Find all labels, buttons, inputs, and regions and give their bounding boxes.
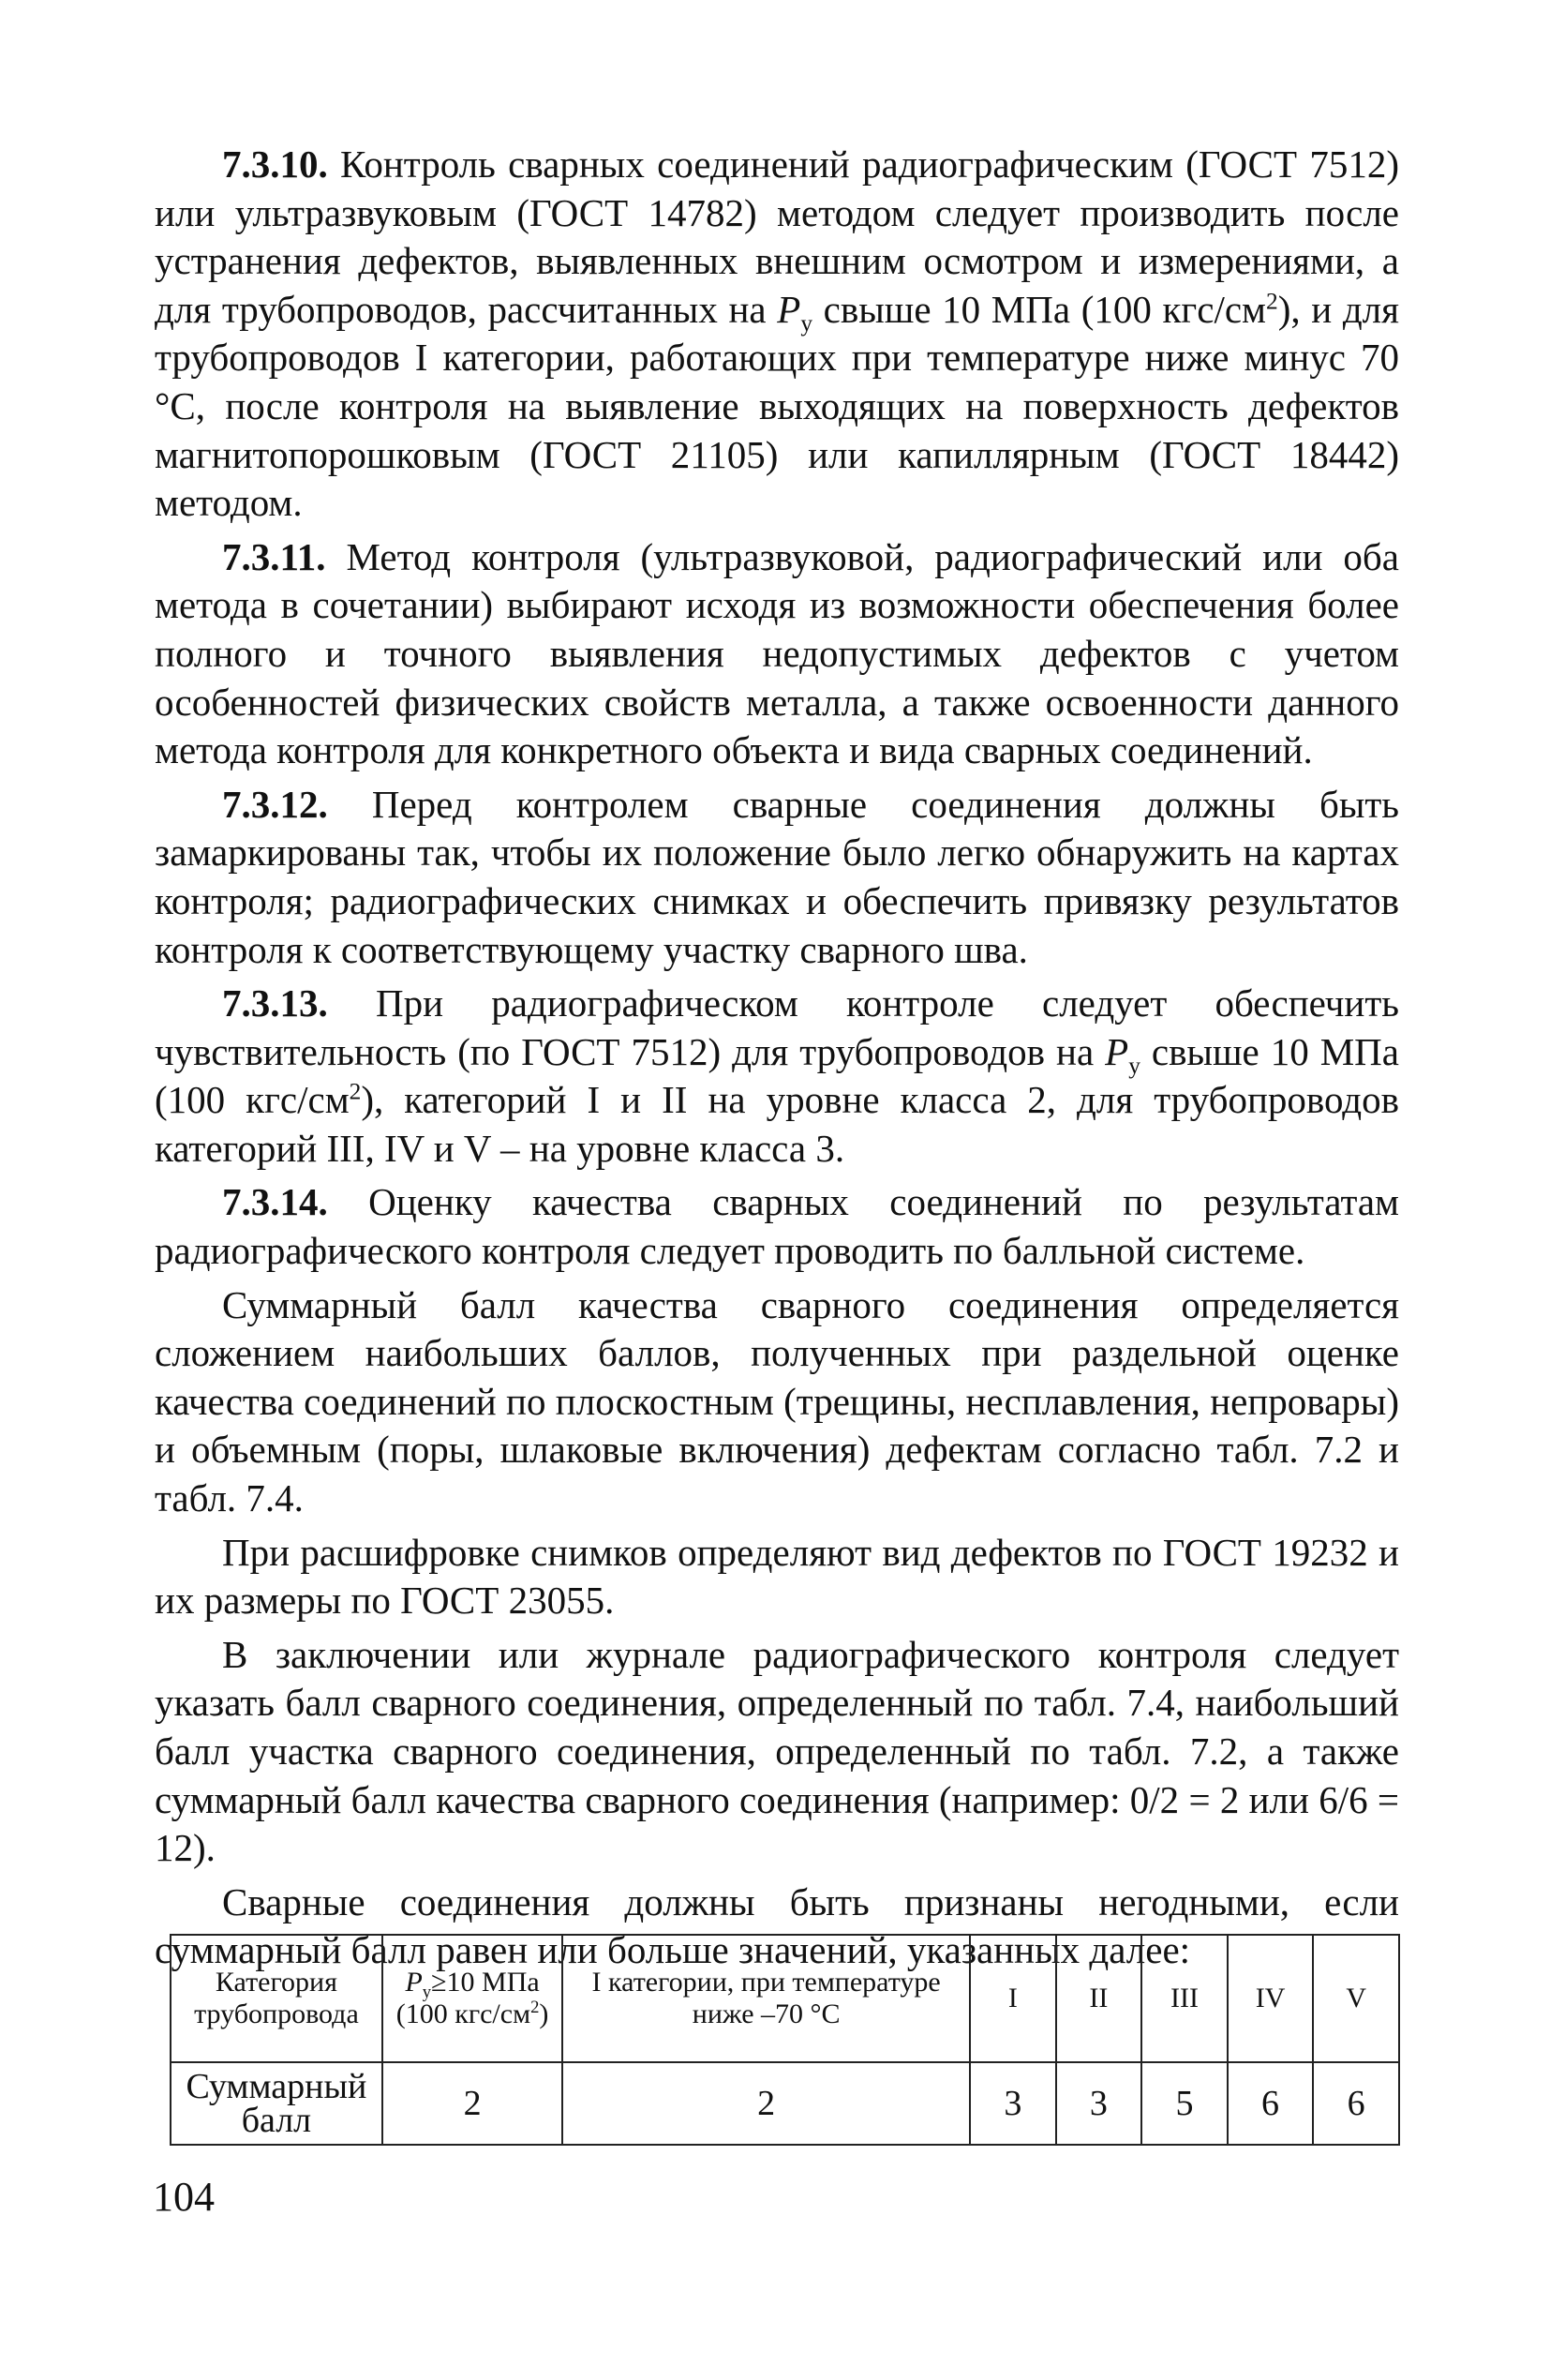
text-run: При расшифровке снимков определяют вид дефектов по ГОСТ 19232 и их размеры по ГОСТ 23055. — [155, 1530, 1399, 1623]
value-cell: 6 — [1228, 2062, 1314, 2145]
text-run: Метод контроля (ультразвуковой, радиографический или оба метода в сочетании) выбирают исходя из возможности обеспечения более полного и точного выявления недопустимых дефектов с учетом особенностей физических свойств металла, а также освоенности данного метода контроля для конкретного объекта и вида сварных соединений. — [155, 534, 1399, 772]
clause-number: 7.3.14. — [222, 1180, 328, 1224]
paragraph — [155, 1529, 1399, 1625]
text-run: свыше 10 МПа (100 кгс/см — [155, 1029, 1399, 1122]
text-run: Оценку качества сварных соединений по результатам радиографического контроля следует проводить по балльной системе. — [155, 1180, 1399, 1273]
total-score-table — [170, 1934, 1400, 2146]
header-cat-2: III — [1141, 1935, 1228, 2062]
paragraph — [155, 980, 1399, 1173]
paragraph — [155, 1631, 1399, 1873]
subscript: у — [800, 309, 813, 337]
text-run: В заключении или журнале радиографического контроля следует указать балл сварного соединения, определенный по табл. 7.4, наибольший балл участка сварного соединения, определенный по табл. 7.2, а также суммарный балл качества сварного соединения (например: 0/2 = 2 или 6/6 = 12). — [155, 1632, 1399, 1870]
header-pressure-sub: у — [422, 1983, 432, 2002]
text-run: Перед контролем сварные соединения должны быть замаркированы так, чтобы их положение было легко обнаружить на картах контроля; радиографических снимках и обеспечить привязку результатов контроля к соответствующему участку сварного шва. — [155, 782, 1399, 971]
header-pressure-unit: (100 кгс/см — [395, 1998, 531, 2029]
table-header-row — [171, 1935, 1399, 2062]
header-category: Категория трубопровода — [171, 1935, 382, 2062]
value-cell: 6 — [1313, 2062, 1399, 2145]
header-pressure — [382, 1935, 562, 2062]
text-run: свыше 10 МПа (100 кгс/см — [812, 287, 1266, 331]
paragraph — [155, 141, 1399, 528]
header-pressure-close: ) — [539, 1998, 549, 2029]
value-cell: 2 — [562, 2062, 970, 2145]
value-cell: 5 — [1141, 2062, 1228, 2145]
text-body — [155, 141, 1399, 1975]
header-cat-1: II — [1056, 1935, 1142, 2062]
text-run: Контроль сварных соединений радиографическим (ГОСТ 7512) или ультразвуковым (ГОСТ 14782) методом следует производить после устранения дефектов, выявленных внешним осмотром и измерениями, а для трубопроводов, рассчитанных на — [155, 142, 1399, 331]
paragraph — [155, 781, 1399, 974]
subscript: у — [1128, 1052, 1140, 1079]
row-label-total-score: Суммарный балл — [171, 2062, 382, 2145]
header-cat-4: V — [1313, 1935, 1399, 2062]
text-run: ), категорий I и II на уровне класса 2, для трубопроводов категорий III, IV и V – на уровне класса 3. — [155, 1078, 1399, 1170]
page-number: 104 — [153, 2174, 215, 2220]
header-cat-0: I — [970, 1935, 1056, 2062]
text-run: ), и для трубопроводов I категории, работающих при температуре ниже минус 70 °С, после контроля на выявление выходящих на поверхность дефектов магнитопорошковым (ГОСТ 21105) или капиллярным (ГОСТ 18442) методом. — [155, 287, 1399, 525]
value-cell: 3 — [970, 2062, 1056, 2145]
header-category-i-low-temp: I категории, при температуре ниже –70 °С — [562, 1935, 970, 2062]
value-cell: 2 — [382, 2062, 562, 2145]
header-pressure-symbol: P — [405, 1967, 423, 1998]
clause-number: 7.3.13. — [222, 981, 328, 1025]
table-values-row — [171, 2062, 1399, 2145]
header-pressure-value: ≥10 МПа — [431, 1967, 540, 1998]
header-cat-3: IV — [1228, 1935, 1314, 2062]
header-pressure-sup: 2 — [530, 1998, 540, 2017]
symbol: P — [1105, 1029, 1129, 1073]
clause-number: 7.3.11. — [222, 534, 326, 578]
text-run: Суммарный балл качества сварного соединения определяется сложением наибольших баллов, полученных при раздельной оценке качества соединений по плоскостным (трещины, несплавления, непровары) и объемным (поры, шлаковые включения) дефектам согласно табл. 7.2 и табл. 7.4. — [155, 1282, 1399, 1520]
text-run: Сварные соединения должны быть признаны негодными, если суммарный балл равен или больше значений, указанных далее: — [155, 1879, 1399, 1972]
clause-number: 7.3.10. — [222, 142, 328, 186]
value-cell: 3 — [1056, 2062, 1142, 2145]
text-run: При радиографическом контроле следует обеспечить чувствительность (по ГОСТ 7512) для трубопроводов на — [155, 981, 1399, 1073]
clause-number: 7.3.12. — [222, 782, 328, 826]
paragraph — [155, 1281, 1399, 1523]
paragraph — [155, 533, 1399, 775]
superscript: 2 — [1265, 288, 1278, 315]
paragraph — [155, 1178, 1399, 1275]
symbol: P — [777, 287, 801, 331]
superscript: 2 — [349, 1078, 362, 1105]
